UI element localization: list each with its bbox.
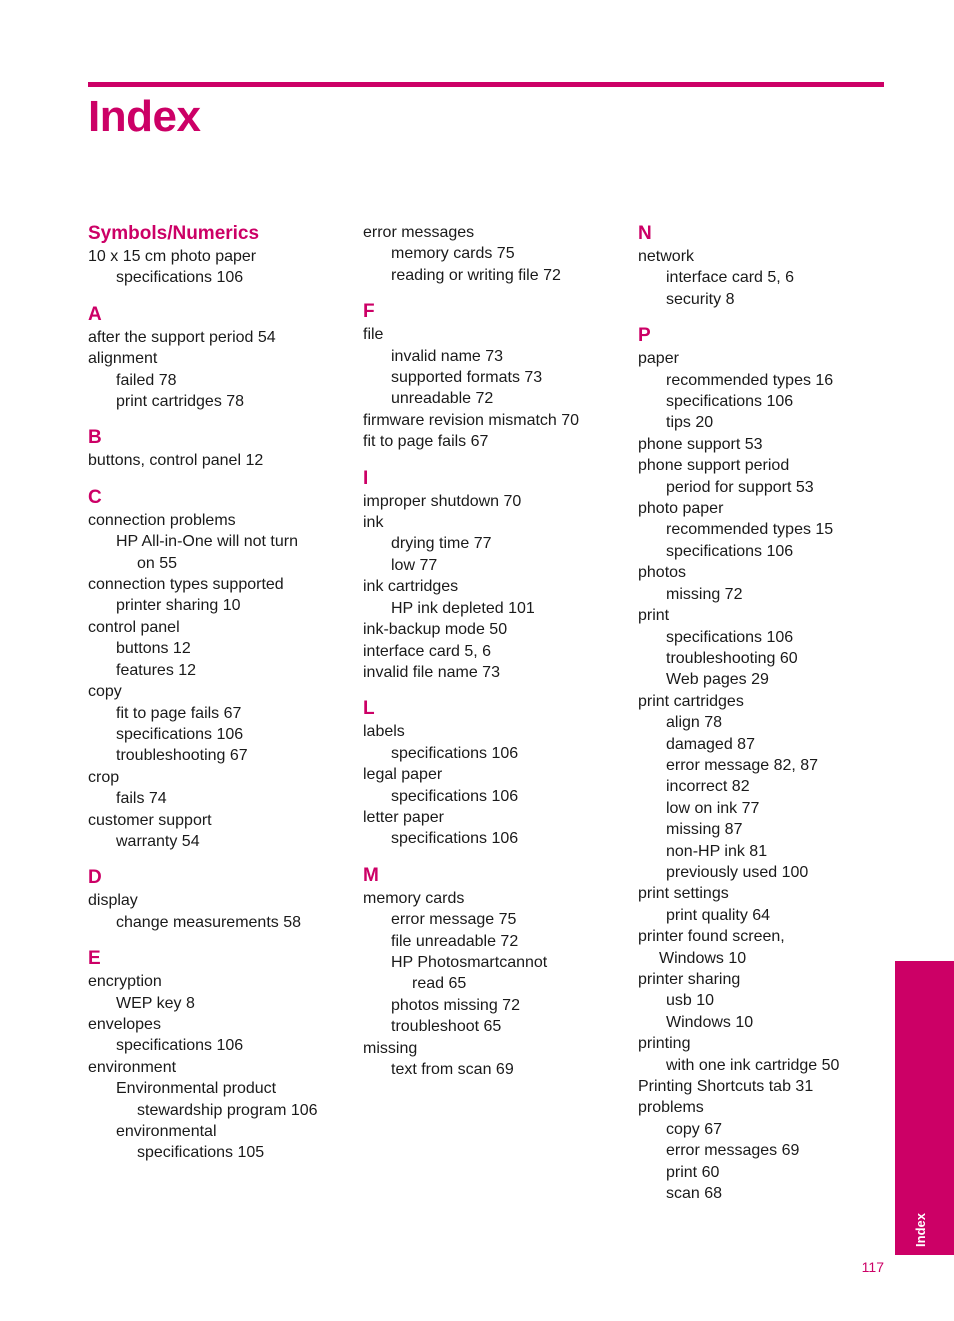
index-entry: firmware revision mismatch 70 — [363, 411, 580, 429]
index-entry: envelopes — [88, 1015, 161, 1033]
index-entry: labels — [363, 723, 405, 741]
index-entry: customer support — [88, 811, 212, 829]
index-entry: photos — [638, 564, 687, 582]
side-tab-label: Index — [913, 1213, 928, 1247]
section-heading: F — [363, 301, 375, 323]
index-entry: missing 87 — [666, 821, 743, 839]
index-entry: paper — [638, 350, 679, 368]
index-entry: non-HP ink 81 — [666, 842, 768, 860]
section-heading: Symbols/Numerics — [88, 223, 260, 244]
index-entry: features 12 — [116, 661, 197, 679]
index-section — [363, 697, 625, 849]
index-entry: interface card 5, 6 — [363, 642, 492, 660]
index-section — [88, 222, 350, 289]
index-entry: supported formats 73 — [391, 369, 543, 387]
index-entry: print cartridges — [638, 692, 744, 710]
index-entry: print settings — [638, 885, 729, 903]
index-section — [638, 324, 900, 1204]
index-entry: print 60 — [666, 1163, 720, 1181]
index-entry: letter paper — [363, 808, 444, 826]
index-entry: specifications 106 — [666, 628, 794, 646]
page-number: 117 — [861, 1259, 884, 1275]
index-section — [88, 426, 350, 471]
index-section — [363, 300, 625, 452]
index-section — [88, 486, 350, 853]
index-entry: period for support 53 — [666, 478, 814, 496]
entry-list — [88, 450, 350, 471]
entry-list — [88, 510, 350, 853]
index-entry: WEP key 8 — [116, 994, 195, 1012]
section-heading: D — [88, 867, 102, 889]
section-heading: N — [638, 223, 652, 244]
section-heading: E — [88, 948, 101, 970]
section-heading: L — [363, 698, 375, 720]
index-entry: encryption — [88, 973, 162, 991]
index-entry: fit to page fails 67 — [363, 433, 489, 451]
top-rule — [88, 82, 884, 87]
index-entry: troubleshoot 65 — [391, 1018, 502, 1036]
index-entry: ink — [363, 514, 384, 532]
index-entry: align 78 — [666, 714, 723, 732]
section-heading: A — [88, 303, 102, 325]
index-entry: specifications 106 — [666, 542, 794, 560]
index-entry: recommended types 15 — [666, 521, 834, 539]
index-entry: Windows 10 — [666, 1013, 754, 1031]
index-column-2 — [363, 222, 625, 1094]
index-entry: photo paper — [638, 500, 724, 518]
index-entry: reading or writing file 72 — [391, 266, 561, 284]
entry-list — [363, 888, 625, 1081]
index-entry: HP All-in-One will not turn — [116, 533, 298, 551]
index-entry: copy — [88, 683, 122, 701]
index-entry: legal paper — [363, 766, 443, 784]
index-entry: network — [638, 248, 695, 265]
entry-list — [88, 246, 350, 289]
index-entry: Windows 10 — [659, 949, 747, 967]
index-entry: print — [638, 607, 670, 625]
index-entry: buttons, control panel 12 — [88, 452, 264, 470]
index-entry: specifications 105 — [137, 1144, 265, 1162]
index-entry: phone support period — [638, 457, 790, 475]
index-column-3 — [638, 222, 900, 1218]
index-entry: Environmental product — [116, 1080, 277, 1098]
index-entry: environmental — [116, 1123, 217, 1140]
index-entry: fails 74 — [116, 790, 167, 808]
index-entry: 10 x 15 cm photo paper — [88, 248, 257, 265]
index-entry: usb 10 — [666, 992, 715, 1010]
index-entry: on 55 — [137, 554, 178, 572]
entry-list — [638, 246, 900, 310]
index-section — [88, 947, 350, 1164]
index-entry: printing — [638, 1035, 691, 1053]
index-entry: unreadable 72 — [391, 390, 494, 408]
index-entry: specifications 106 — [391, 830, 519, 848]
index-entry: Printing Shortcuts tab 31 — [638, 1078, 814, 1096]
entry-list — [363, 721, 625, 849]
index-entry: specifications 106 — [391, 744, 519, 762]
index-entry: buttons 12 — [116, 640, 191, 658]
index-entry: troubleshooting 67 — [116, 747, 248, 765]
index-entry: ink cartridges — [363, 578, 459, 596]
section-heading: I — [363, 467, 369, 489]
index-entry: specifications 106 — [666, 393, 794, 411]
index-entry: recommended types 16 — [666, 371, 834, 389]
index-entry: connection types supported — [88, 576, 284, 594]
index-section — [363, 222, 625, 286]
index-entry: incorrect 82 — [666, 778, 750, 796]
index-entry: invalid file name 73 — [363, 663, 500, 681]
index-entry: tips 20 — [666, 414, 714, 432]
index-entry: ink-backup mode 50 — [363, 621, 508, 639]
index-entry: display — [88, 892, 138, 910]
index-entry: low on ink 77 — [666, 799, 760, 817]
index-entry: specifications 106 — [116, 1037, 244, 1055]
index-entry: HP Photosmartcannot — [391, 953, 548, 971]
index-entry: missing — [363, 1039, 418, 1057]
index-entry: invalid name 73 — [391, 347, 504, 365]
entry-list — [88, 327, 350, 413]
index-entry: fit to page fails 67 — [116, 704, 242, 722]
index-entry: low 77 — [391, 556, 438, 574]
entry-list — [363, 491, 625, 684]
section-heading: M — [363, 864, 379, 886]
index-entry: photos missing 72 — [391, 996, 520, 1014]
index-entry: missing 72 — [666, 585, 743, 603]
index-entry: error message 82, 87 — [666, 756, 819, 774]
index-entry: problems — [638, 1099, 704, 1117]
section-heading: P — [638, 325, 651, 347]
index-entry: improper shutdown 70 — [363, 492, 522, 510]
index-entry: warranty 54 — [116, 832, 200, 850]
entry-list — [363, 324, 625, 452]
index-entry: error message 75 — [391, 911, 517, 929]
index-entry: environment — [88, 1058, 177, 1076]
index-entry: read 65 — [412, 975, 467, 993]
index-entry: file unreadable 72 — [391, 932, 519, 950]
index-entry: change measurements 58 — [116, 913, 301, 931]
index-entry: connection problems — [88, 511, 236, 529]
index-entry: memory cards 75 — [391, 245, 515, 263]
index-entry: error messages — [363, 224, 475, 241]
index-entry: text from scan 69 — [391, 1061, 514, 1078]
side-tab — [895, 961, 954, 1255]
index-entry: Web pages 29 — [666, 671, 769, 689]
index-entry: damaged 87 — [666, 735, 755, 753]
index-section — [88, 303, 350, 413]
index-entry: phone support 53 — [638, 435, 763, 453]
index-entry: interface card 5, 6 — [666, 269, 795, 287]
index-entry: specifications 106 — [391, 787, 519, 805]
page-title: Index — [88, 92, 201, 141]
entry-list — [363, 222, 625, 286]
index-entry: alignment — [88, 350, 158, 368]
entry-list — [88, 890, 350, 933]
index-entry: memory cards — [363, 889, 465, 907]
index-entry: stewardship program 106 — [137, 1101, 318, 1119]
index-entry: with one ink cartridge 50 — [666, 1056, 840, 1074]
index-entry: printer sharing — [638, 971, 741, 988]
index-section — [363, 467, 625, 684]
index-entry: troubleshooting 60 — [666, 649, 798, 667]
index-entry: control panel — [88, 618, 180, 636]
index-section — [638, 222, 900, 310]
index-section — [363, 864, 625, 1081]
index-entry: print quality 64 — [666, 906, 771, 924]
index-entry: file — [363, 326, 384, 344]
index-column-1 — [88, 222, 350, 1178]
index-entry: previously used 100 — [666, 863, 809, 881]
section-heading: C — [88, 486, 102, 508]
index-entry: printer found screen, — [638, 928, 785, 946]
section-heading: B — [88, 427, 102, 449]
index-entry: crop — [88, 768, 120, 786]
index-entry: after the support period 54 — [88, 328, 276, 346]
index-entry: copy 67 — [666, 1120, 723, 1138]
entry-list — [638, 348, 900, 1204]
index-entry: error messages 69 — [666, 1142, 800, 1160]
index-entry: printer sharing 10 — [116, 597, 241, 615]
index-entry: scan 68 — [666, 1185, 723, 1203]
index-entry: print cartridges 78 — [116, 393, 245, 411]
index-entry: failed 78 — [116, 371, 177, 389]
index-entry: security 8 — [666, 290, 735, 308]
index-entry: specifications 106 — [116, 269, 244, 287]
index-entry: HP ink depleted 101 — [391, 599, 535, 617]
index-section — [88, 866, 350, 933]
index-entry: specifications 106 — [116, 725, 244, 743]
index-entry: drying time 77 — [391, 535, 492, 553]
entry-list — [88, 971, 350, 1164]
